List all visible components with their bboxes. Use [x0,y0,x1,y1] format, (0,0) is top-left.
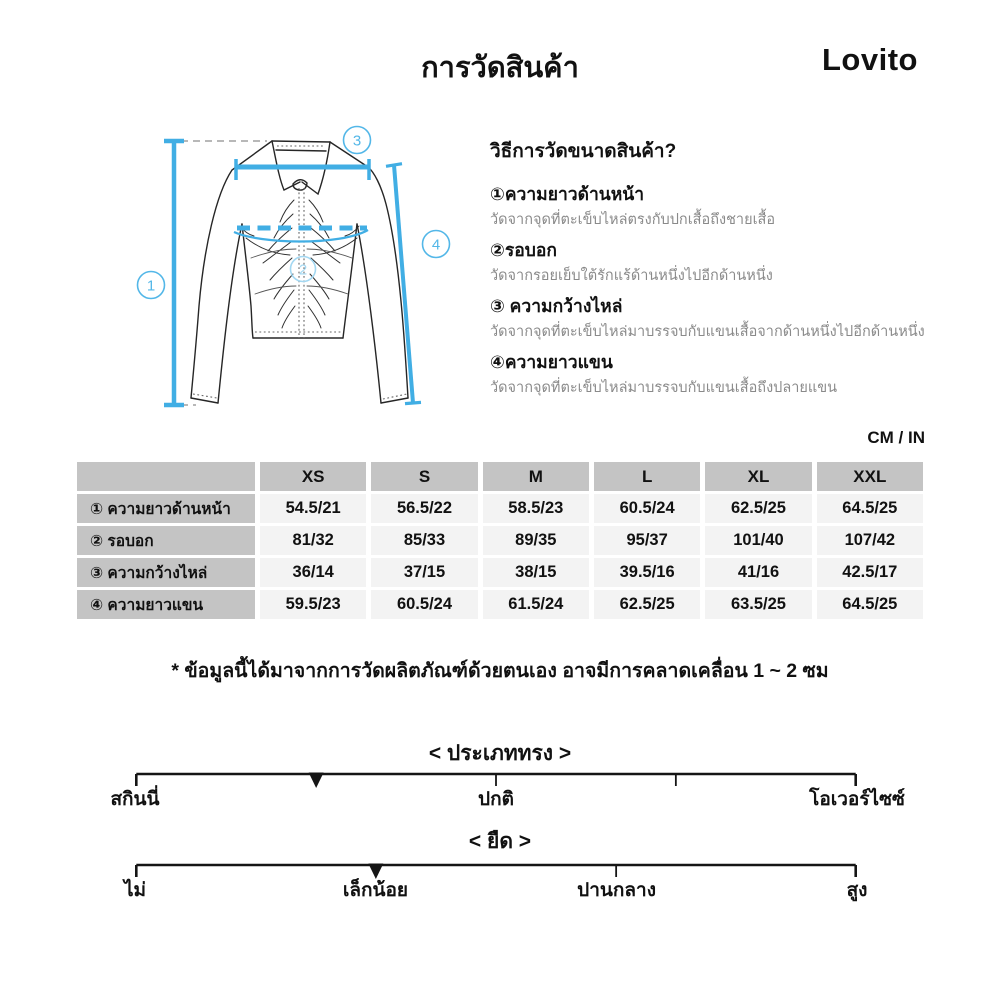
size-col-xxl: XXL [817,462,923,491]
stretch-scale-title: < ยืด > [468,830,532,853]
table-row [77,526,923,555]
instruction-label-sleeve: ④ความยาวแขน [490,352,613,373]
instruction-desc-bust: วัดจากรอยเย็บใต้รักแร้ด้านหนึ่งไปอีกด้านหนึ่ง [490,268,773,285]
shirt-measurement-diagram [120,108,480,428]
cell-value: 38/15 [483,558,589,587]
fit-label-oversize: โอเวอร์ไซซ์ [809,789,905,810]
size-col-xl: XL [705,462,811,491]
cell-value: 61.5/24 [483,590,589,619]
row-label-shoulder: ③ ความกว้างไหล่ [77,558,255,587]
instruction-label-shoulder: ③ ความกว้างไหล่ [490,296,623,317]
size-table-corner-cell [77,462,255,491]
stretch-label-slight: เล็กน้อย [342,880,409,901]
cell-value: 39.5/16 [594,558,700,587]
measure-front-length-line [164,141,184,405]
cell-value: 81/32 [260,526,366,555]
instructions-heading: วิธีการวัดขนาดสินค้า? [490,141,677,162]
size-col-m: M [483,462,589,491]
instruction-desc-shoulder: วัดจากจุดที่ตะเข็บไหล่มาบรรจบกับแขนเสื้อจากด้านหนึ่งไปอีกด้านหนึ่ง [490,324,925,341]
callout-2-badge [291,257,316,282]
callout-4-number: 4 [431,236,441,254]
cell-value: 42.5/17 [817,558,923,587]
cell-value: 64.5/25 [817,590,923,619]
size-col-s: S [371,462,477,491]
callout-2-number: 2 [298,261,308,279]
stretch-label-high: สูง [846,880,868,901]
measure-sleeve-line [386,164,421,404]
row-label-bust: ② รอบอก [77,526,255,555]
cell-value: 54.5/21 [260,494,366,523]
cell-value: 36/14 [260,558,366,587]
stretch-label-medium: ปานกลาง [577,880,656,901]
cell-value: 107/42 [817,526,923,555]
size-table-header-row [77,462,923,491]
fit-label-skinny: สกินนี่ [110,789,160,810]
instruction-desc-front-length: วัดจากจุดที่ตะเข็บไหล่ตรงกับปกเสื้อถึงชายเสื้อ [490,212,776,228]
cell-value: 89/35 [483,526,589,555]
cell-value: 37/15 [371,558,477,587]
cell-value: 41/16 [705,558,811,587]
cell-value: 62.5/25 [705,494,811,523]
table-row [77,558,923,587]
page-title: การวัดสินค้า [421,52,579,84]
cell-value: 59.5/23 [260,590,366,619]
callout-4-badge [423,231,450,258]
stretch-scale [135,861,857,883]
table-row [77,494,923,523]
brand-logo: Lovito [822,42,918,77]
stretch-label-none: ไม่ [123,880,147,901]
callout-3-badge [344,127,371,154]
instruction-desc-sleeve: วัดจากจุดที่ตะเข็บไหล่มาบรรจบกับแขนเสื้อถึงปลายแขน [490,380,838,397]
size-col-l: L [594,462,700,491]
cell-value: 63.5/25 [705,590,811,619]
cell-value: 58.5/23 [483,494,589,523]
size-col-xs: XS [260,462,366,491]
cell-value: 101/40 [705,526,811,555]
fit-type-scale-title: < ประเภททรง > [428,742,572,765]
cell-value: 56.5/22 [371,494,477,523]
callout-1-badge [138,272,165,299]
callout-3-number: 3 [352,132,362,150]
cell-value: 60.5/24 [371,590,477,619]
cell-value: 62.5/25 [594,590,700,619]
table-row [77,590,923,619]
instruction-label-bust: ②รอบอก [490,240,557,261]
cell-value: 60.5/24 [594,494,700,523]
callout-1-number: 1 [146,277,156,295]
cell-value: 64.5/25 [817,494,923,523]
cell-value: 85/33 [371,526,477,555]
row-label-sleeve: ④ ความยาวแขน [77,590,255,619]
measure-shoulder-line [236,159,369,180]
instruction-label-front-length: ①ความยาวด้านหน้า [490,184,645,204]
row-label-front-length: ① ความยาวด้านหน้า [77,494,255,523]
measurement-tolerance-note: * ข้อมูลนี้ได้มาจากการวัดผลิตภัณฑ์ด้วยตนเอง อาจมีการคลาดเคลื่อน 1 ~ 2 ซม [171,660,829,682]
fit-label-regular: ปกติ [478,789,514,810]
measuring-instructions [490,136,965,402]
unit-label: CM / IN [867,428,925,447]
cell-value: 95/37 [594,526,700,555]
size-table [72,459,928,622]
